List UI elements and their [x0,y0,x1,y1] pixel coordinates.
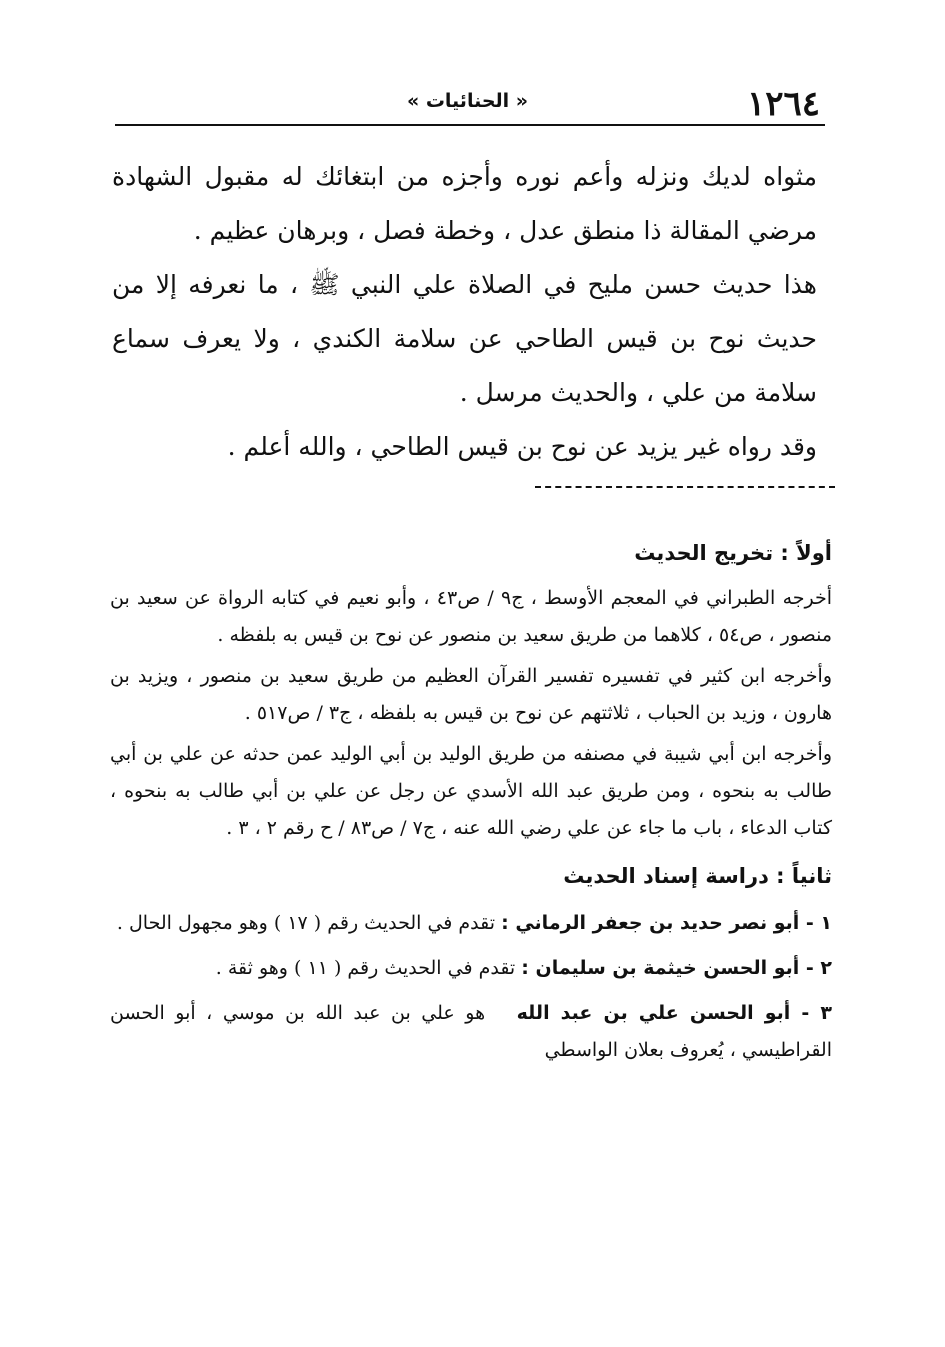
section-heading-isnad: ثانياً : دراسة إسناد الحديث [563,864,832,888]
takhrij-paragraph: وأخرجه ابن كثير في تفسيره تفسير القرآن العظيم من طريق سعيد بن منصور ، ويزيد بن هارون ، وزيد بن الحباب ، ثلاثتهم عن نوح بن قيس به بلفظه ، ج٣ / ص٥١٧ . [110,665,832,724]
section-heading-takhrij: أولاً : تخريج الحديث [634,541,832,565]
footnotes [110,530,832,1069]
narrator-item [110,995,832,1069]
narrator-item [110,950,832,987]
running-title: « الحنائيات » [406,90,529,112]
narrator-name: ١ - أبو نصر حديد بن جعفر الرماني : [501,912,832,934]
footnote-separator [535,486,835,488]
page-header [115,84,820,124]
narrator-name: ٣ - أبو الحسن علي بن عبد الله [516,1002,832,1024]
main-text [112,150,817,474]
main-paragraph: مثواه لديك ونزله وأعم نوره وأجزه من ابتغائك له مقبول الشهادة مرضي المقالة ذا منطق عدل ، وخطة فصل ، وبرهان عظيم . [112,162,817,245]
narrator-item [110,905,832,942]
main-paragraph: هذا حديث حسن مليح في الصلاة علي النبي ﷺ ، ما نعرفه إلا من حديث نوح بن قيس الطاحي عن سلامة الكندي ، ولا يعرف سماع سلامة من علي ، والحديث مرسل . [112,270,817,407]
narrator-text: هو علي بن عبد الله بن موسي ، أبو الحسن القراطيسي ، يُعروف بعلان الواسطي [110,1002,832,1061]
page-number: ١٢٦٤ [746,84,820,124]
main-paragraph: وقد رواه غير يزيد عن نوح بن قيس الطاحي ، والله أعلم . [227,432,817,461]
takhrij-paragraph: وأخرجه ابن أبي شيبة في مصنفه من طريق الوليد بن أبي الوليد عمن حدثه عن علي بن أبي طالب به بنحوه ، ومن طريق عبد الله الأسدي عن رجل عن علي بن أبي طالب به بنحوه ، كتاب الدعاء ، باب ما جاء عن علي رضي الله عنه ، ج٧ / ص٨٣ / ح رقم ٢ ، ٣ . [110,743,832,839]
takhrij-paragraph: أخرجه الطبراني في المعجم الأوسط ، ج٩ / ص٤٣ ، وأبو نعيم في كتابه الرواة عن سعيد بن منصور ، ص٥٤ ، كلاهما من طريق سعيد بن منصور عن نوح بن قيس به بلفظه . [110,587,833,646]
narrator-name: ٢ - أبو الحسن خيثمة بن سليمان : [521,957,832,979]
header-rule [115,124,825,126]
narrator-text: تقدم في الحديث رقم ( ١٧ ) وهو مجهول الحال . [116,912,496,934]
narrator-text: تقدم في الحديث رقم ( ١١ ) وهو ثقة . [215,957,516,979]
